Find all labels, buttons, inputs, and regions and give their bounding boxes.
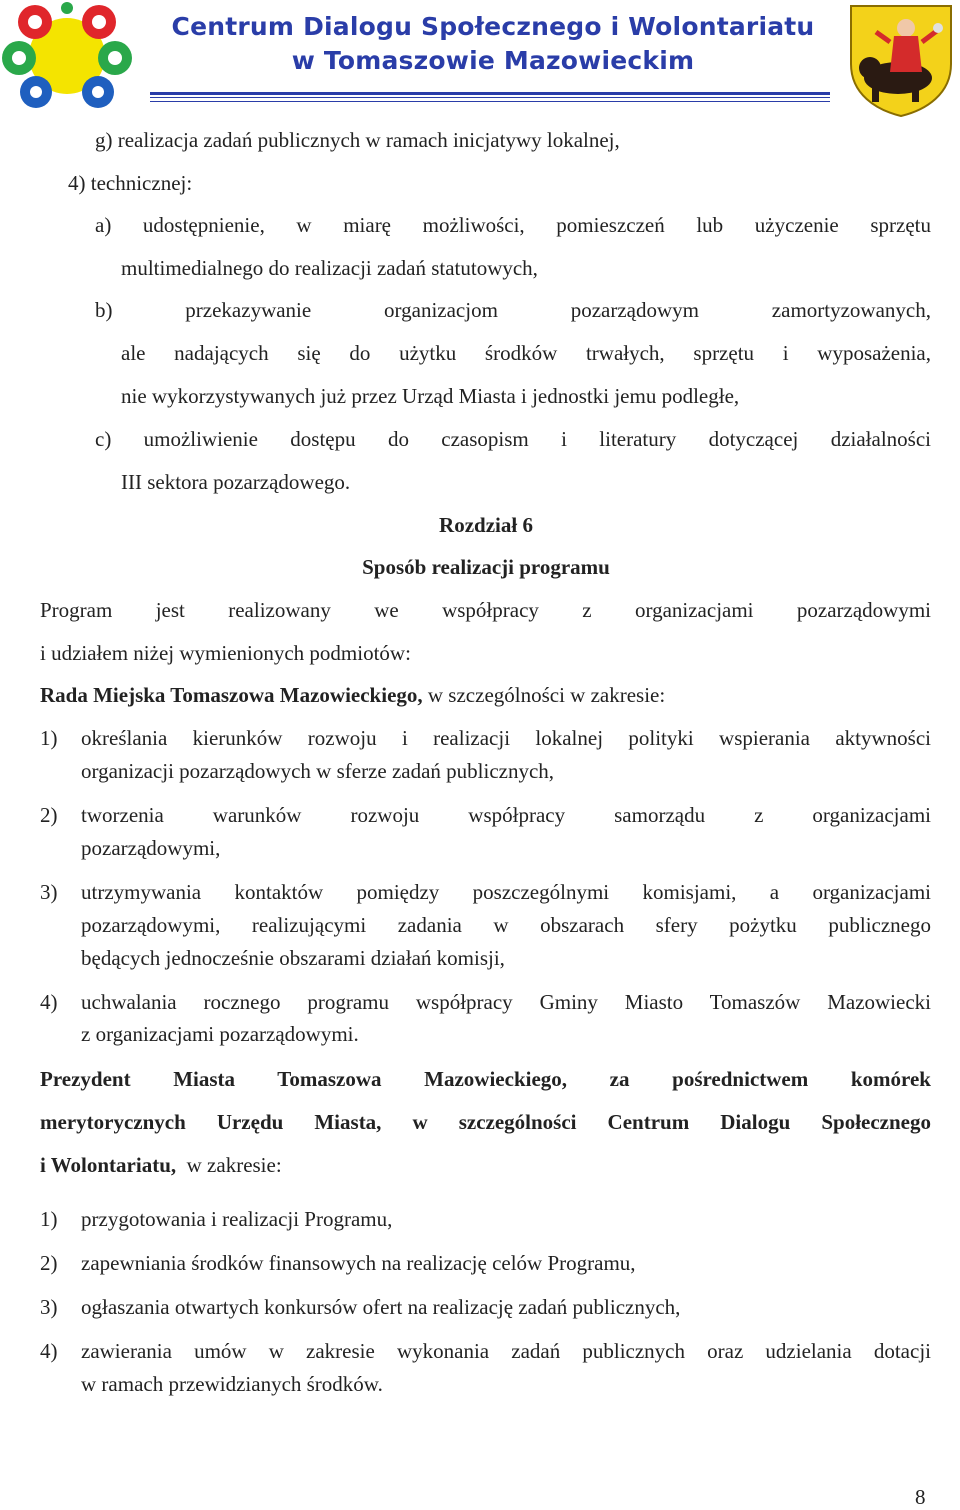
list-item-c-line2: III sektora pozarządowego. (121, 470, 351, 494)
president-item-number: 1) (40, 1207, 58, 1231)
title-line-1: Centrum Dialogu Społecznego i Wolontariatu (171, 12, 815, 41)
council-item-2-line2: pozarządowymi, (81, 836, 221, 860)
intro-line2: i udziałem niżej wymienionych podmiotów: (40, 641, 411, 665)
flower-logo-icon (2, 2, 132, 110)
council-item-number: 3) (40, 880, 58, 904)
list-item-c-line1: c) umożliwienie dostępu do czasopism i literatury dotyczącej działalności (95, 427, 931, 451)
list-item-g: g) realizacja zadań publicznych w ramach inicjatywy lokalnej, (95, 128, 620, 152)
council-item-1-line1: określania kierunków rozwoju i realizacji lokalnej polityki wspierania aktywności (81, 726, 931, 750)
council-item-4-line1: uchwalania rocznego programu współpracy Gminy Miasto Tomaszów Mazowiecki (81, 990, 931, 1014)
president-item-number: 3) (40, 1295, 58, 1319)
president-item-4-line1: zawierania umów w zakresie wykonania zadań publicznych oraz udzielania dotacji (81, 1339, 931, 1363)
list-item-b-line1: b) przekazywanie organizacjom pozarządowym zamortyzowanych, (95, 298, 931, 322)
council-heading (40, 682, 665, 708)
council-heading-bold: Rada Miejska Tomaszowa Mazowieckiego, (40, 683, 423, 707)
list-item-a-line1: a) udostępnienie, w miarę możliwości, pomieszczeń lub użyczenie sprzętu (95, 213, 931, 237)
council-item-1-line2: organizacji pozarządowych w sferze zadań publicznych, (81, 759, 555, 783)
president-item-2: zapewniania środków finansowych na realizację celów Programu, (81, 1251, 636, 1275)
intro-line1: Program jest realizowany we współpracy z organizacjami pozarządowymi (40, 598, 931, 622)
president-item-number: 2) (40, 1251, 58, 1275)
council-heading-rest: w szczególności w zakresie: (422, 683, 666, 707)
header-rule (150, 101, 830, 102)
council-item-number: 1) (40, 726, 58, 750)
council-item-3-line3: będących jednocześnie obszarami działań komisji, (81, 946, 505, 970)
page-number: 8 (915, 1485, 926, 1509)
header-rule (150, 92, 830, 95)
coat-of-arms-icon (846, 2, 956, 118)
president-item-3: ogłaszania otwartych konkursów ofert na realizację zadań publicznych, (81, 1295, 681, 1319)
council-item-3-line2: pozarządowymi, realizującymi zadania w obszarach sfery pożytku publicznego (81, 913, 931, 937)
chapter-subtitle: Sposób realizacji programu (362, 555, 610, 579)
organization-title (148, 10, 838, 78)
president-item-1: przygotowania i realizacji Programu, (81, 1207, 393, 1231)
page-header (0, 0, 960, 118)
chapter-title: Rozdział 6 (439, 513, 533, 537)
title-line-2: w Tomaszowie Mazowieckim (291, 46, 695, 75)
president-line2: merytorycznych Urzędu Miasta, w szczególności Centrum Dialogu Społecznego (40, 1110, 931, 1134)
council-item-number: 4) (40, 990, 58, 1014)
list-heading-technical: 4) technicznej: (68, 171, 193, 195)
council-item-2-line1: tworzenia warunków rozwoju współpracy samorządu z organizacjami (81, 803, 931, 827)
list-item-a-line2: multimedialnego do realizacji zadań statutowych, (121, 256, 538, 280)
president-line1: Prezydent Miasta Tomaszowa Mazowieckiego, za pośrednictwem komórek (40, 1067, 931, 1091)
list-item-b-line3: nie wykorzystywanych już przez Urząd Miasta i jednostki jemu podległe, (121, 384, 740, 408)
header-rule (150, 97, 830, 98)
president-line3-rest: w zakresie: (176, 1153, 282, 1177)
list-item-b-line2: ale nadających się do użytku środków trwałych, sprzętu i wyposażenia, (121, 341, 931, 365)
council-item-number: 2) (40, 803, 58, 827)
president-item-number: 4) (40, 1339, 58, 1363)
council-item-4-line2: z organizacjami pozarządowymi. (81, 1022, 359, 1046)
council-item-3-line1: utrzymywania kontaktów pomiędzy poszczególnymi komisjami, a organizacjami (81, 880, 931, 904)
president-line3 (40, 1152, 282, 1178)
president-line3-bold: i Wolontariatu, (40, 1153, 177, 1177)
president-item-4-line2: w ramach przewidzianych środków. (81, 1372, 383, 1396)
